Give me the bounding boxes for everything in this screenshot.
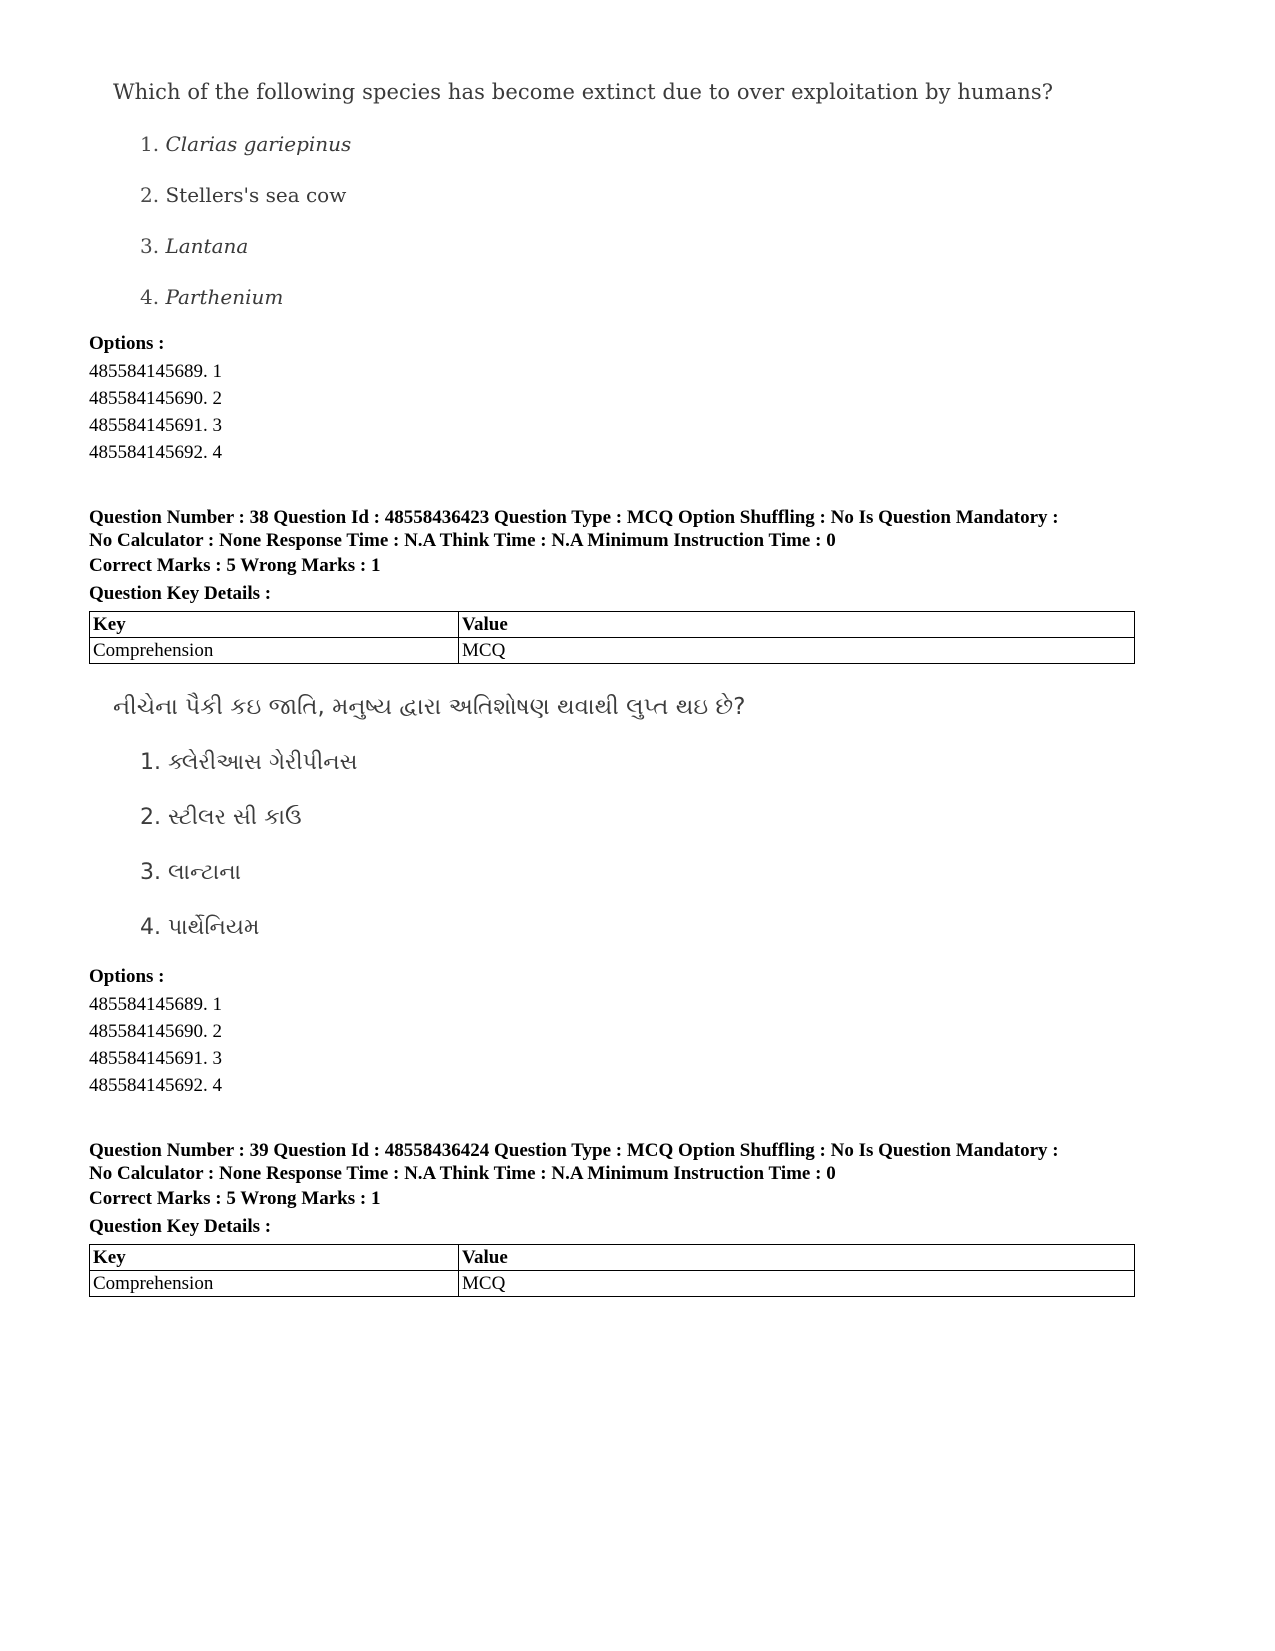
question-image-option-4: 4. પાર્થેનિયમ [140, 915, 260, 940]
option-id: 485584145690. 2 [89, 388, 222, 409]
question-image-option-2: 2. Stellers's sea cow [140, 183, 347, 207]
table-header-row [90, 612, 1135, 638]
table-cell: Comprehension [90, 638, 459, 664]
option-id-list [89, 991, 222, 1099]
table-cell: MCQ [459, 1271, 1135, 1297]
question-image-option-3: 3. લાન્ટાના [140, 860, 242, 885]
option-id: 485584145691. 3 [89, 415, 222, 436]
table-header-cell: Key [90, 612, 459, 638]
table-cell: MCQ [459, 638, 1135, 664]
option-id-list [89, 358, 222, 466]
question-image-option-4: 4. Parthenium [140, 285, 284, 309]
question-key-details-label: Question Key Details : [89, 583, 272, 604]
options-label: Options : [89, 966, 165, 987]
question-image-stem-gujarati: નીચેના પૈકી કઇ જાતિ, મનુષ્ય દ્વારા અતિશોષણ થવાથી લુપ્ત થઇ છે? [113, 694, 746, 720]
option-id: 485584145690. 2 [89, 1021, 222, 1042]
question-key-table [89, 1244, 1135, 1297]
question-meta-39 [89, 1139, 1169, 1185]
table-row [90, 638, 1135, 664]
option-id: 485584145689. 1 [89, 361, 222, 382]
question-marks: Correct Marks : 5 Wrong Marks : 1 [89, 1188, 381, 1209]
option-id: 485584145691. 3 [89, 1048, 222, 1069]
table-header-cell: Key [90, 1245, 459, 1271]
option-id: 485584145692. 4 [89, 1075, 222, 1096]
question-meta-line-2: No Calculator : None Response Time : N.A Think Time : N.A Minimum Instruction Time : 0 [89, 1163, 836, 1184]
question-image-option-2: 2. સ્ટીલર સી કાઉ [140, 805, 302, 830]
question-key-details-label: Question Key Details : [89, 1216, 272, 1237]
table-row [90, 1271, 1135, 1297]
question-meta-line-1: Question Number : 39 Question Id : 48558436424 Question Type : MCQ Option Shuffling : No Is Question Mandatory : [89, 1140, 1059, 1161]
table-header-cell: Value [459, 1245, 1135, 1271]
question-meta-line-1: Question Number : 38 Question Id : 48558436423 Question Type : MCQ Option Shuffling : No Is Question Mandatory : [89, 507, 1059, 528]
question-image-option-1: 1. Clarias gariepinus [140, 132, 352, 156]
question-key-table [89, 611, 1135, 664]
question-meta-38 [89, 506, 1169, 552]
option-id: 485584145692. 4 [89, 442, 222, 463]
question-marks: Correct Marks : 5 Wrong Marks : 1 [89, 555, 381, 576]
options-label: Options : [89, 333, 165, 354]
question-image-stem: Which of the following species has become extinct due to over exploitation by humans? [113, 80, 1054, 104]
table-header-cell: Value [459, 612, 1135, 638]
question-meta-line-2: No Calculator : None Response Time : N.A Think Time : N.A Minimum Instruction Time : 0 [89, 530, 836, 551]
question-image-option-1: 1. ક્લેરીઆસ ગેરીપીનસ [140, 750, 358, 775]
option-id: 485584145689. 1 [89, 994, 222, 1015]
question-image-option-3: 3. Lantana [140, 234, 249, 258]
table-cell: Comprehension [90, 1271, 459, 1297]
table-header-row [90, 1245, 1135, 1271]
